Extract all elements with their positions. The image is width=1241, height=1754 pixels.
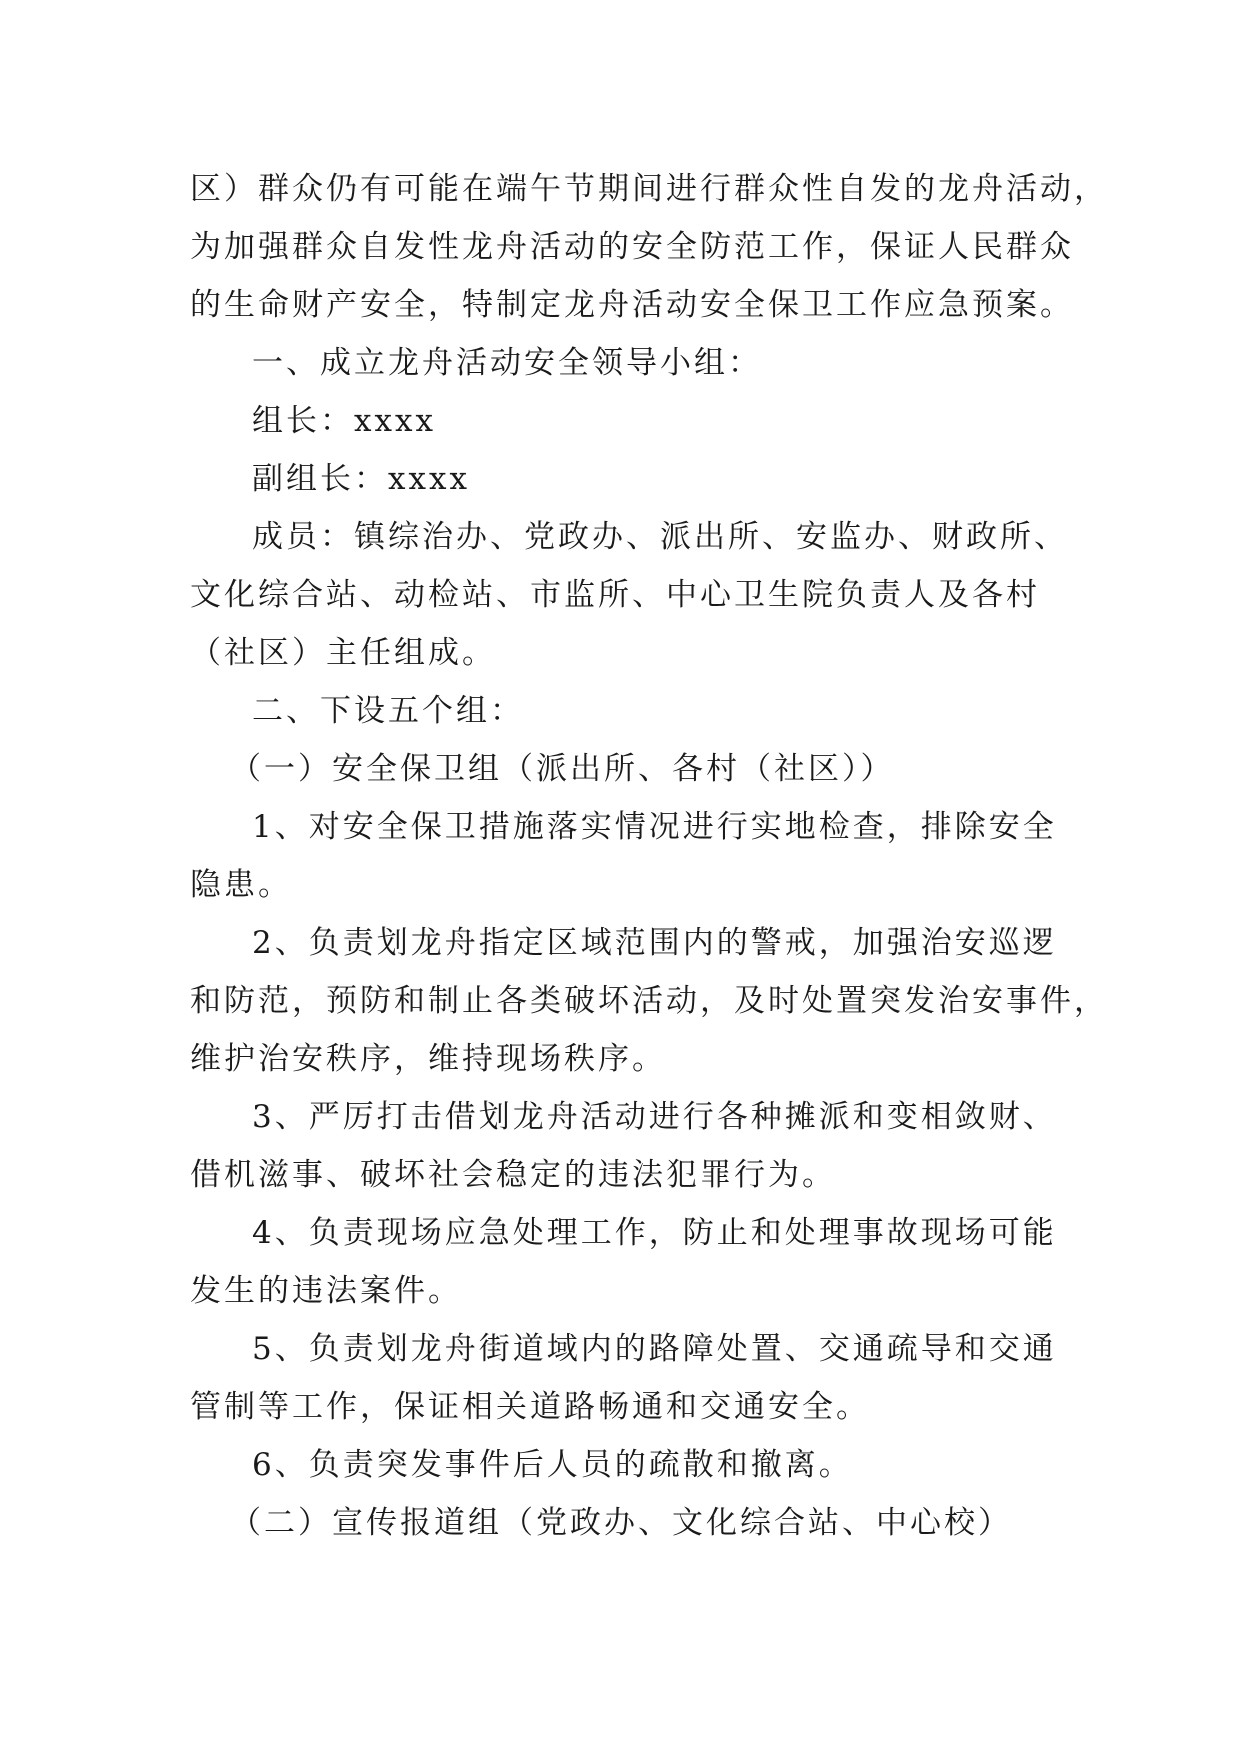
- document-body: [190, 160, 1108, 1552]
- paragraph-line: 组长：xxxx: [252, 403, 436, 439]
- paragraph-line: 管制等工作，保证相关道路畅通和交通安全。: [190, 1389, 870, 1425]
- paragraph-line: （社区）主任组成。: [190, 635, 496, 671]
- paragraph-line: 隐患。: [190, 867, 292, 903]
- paragraph-line: 和防范，预防和制止各类破坏活动，及时处置突发治安事件，: [190, 983, 1108, 1019]
- paragraph-line: 为加强群众自发性龙舟活动的安全防范工作，保证人民群众: [190, 229, 1074, 265]
- subsection-heading: （二）宣传报道组（党政办、文化综合站、中心校）: [230, 1505, 1012, 1541]
- paragraph-line: 的生命财产安全，特制定龙舟活动安全保卫工作应急预案。: [190, 287, 1074, 323]
- section-heading: 二、下设五个组：: [252, 693, 524, 729]
- paragraph-line: 区）群众仍有可能在端午节期间进行群众性自发的龙舟活动，: [190, 171, 1108, 207]
- list-item: 2、负责划龙舟指定区域范围内的警戒，加强治安巡逻: [252, 925, 1057, 961]
- paragraph-line: 成员：镇综治办、党政办、派出所、安监办、财政所、: [252, 519, 1068, 555]
- subsection-heading: （一）安全保卫组（派出所、各村（社区））: [230, 751, 895, 787]
- paragraph-line: 发生的违法案件。: [190, 1273, 462, 1309]
- list-item: 6、负责突发事件后人员的疏散和撤离。: [252, 1447, 853, 1483]
- section-heading: 一、成立龙舟活动安全领导小组：: [252, 345, 762, 381]
- paragraph-line: 维护治安秩序，维持现场秩序。: [190, 1041, 666, 1077]
- paragraph-line: 副组长：xxxx: [252, 461, 470, 497]
- paragraph-line: 借机滋事、破坏社会稳定的违法犯罪行为。: [190, 1157, 836, 1193]
- list-item: 4、负责现场应急处理工作，防止和处理事故现场可能: [252, 1215, 1057, 1251]
- list-item: 1、对安全保卫措施落实情况进行实地检查，排除安全: [252, 809, 1057, 845]
- list-item: 5、负责划龙舟街道域内的路障处置、交通疏导和交通: [252, 1331, 1057, 1367]
- paragraph-line: 文化综合站、动检站、市监所、中心卫生院负责人及各村: [190, 577, 1040, 613]
- list-item: 3、严厉打击借划龙舟活动进行各种摊派和变相敛财、: [252, 1099, 1057, 1135]
